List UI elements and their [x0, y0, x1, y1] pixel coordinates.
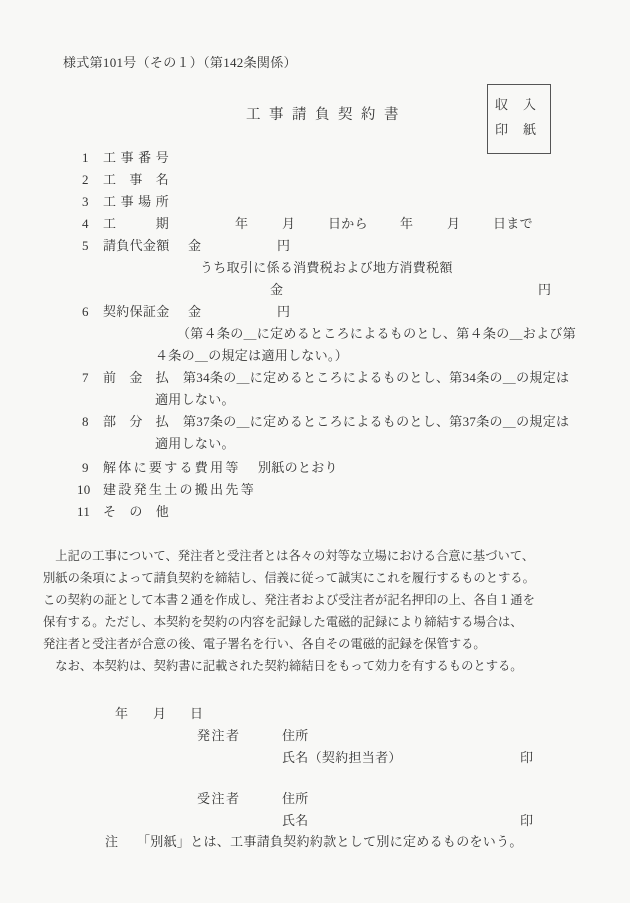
item-6-kin-label: 金	[188, 304, 202, 319]
item-9-label: 解体に要する費用等	[103, 460, 241, 475]
item-5-tax-note: うち取引に係る消費税および地方消費税額	[200, 260, 453, 275]
item-7-text-line1: 第34条の＿に定めるところによるものとし、第34条の＿の規定は	[183, 370, 570, 385]
body-line-1: 上記の工事について、発注者と受注者とは各々の対等な立場における合意に基づいて、	[43, 549, 535, 563]
item-7-label: 前金払	[103, 370, 169, 385]
item-5-tax-yen-label: 円	[538, 282, 552, 297]
item-5-kin-label: 金	[188, 238, 202, 253]
item-4-day-to: 日まで	[493, 216, 533, 231]
item-11-number: 11	[77, 504, 91, 519]
item-5-yen-label: 円	[277, 238, 291, 253]
item-4-label: 工期	[103, 216, 169, 231]
item-6-yen-label: 円	[277, 304, 291, 319]
item-7-number: 7	[82, 370, 89, 385]
orderer-address-label: 住所	[282, 728, 309, 743]
item-8-label: 部分払	[103, 414, 169, 429]
item-7-text-line2: 適用しない。	[155, 392, 235, 407]
item-1-number: 1	[82, 150, 89, 165]
form-number: 様式第101号（その１）（第142条関係）	[63, 55, 297, 70]
item-6-number: 6	[82, 304, 89, 319]
contractor-name-label: 氏名	[282, 813, 309, 828]
footnote-text: 「別紙」とは、工事請負契約約款として別に定めるものをいう。	[137, 834, 523, 849]
item-4-number: 4	[82, 216, 89, 231]
body-line-6: なお、本契約は、契約書に記載された契約締結日をもって効力を有するものとする。	[43, 659, 523, 673]
date-year-label: 年	[115, 706, 129, 721]
item-6-note-line1: （第４条の＿に定めるところによるものとし、第４条の＿および第	[177, 326, 577, 341]
item-4-day-from: 日から	[328, 216, 368, 231]
contractor-seal-mark: 印	[520, 813, 534, 828]
body-line-4: 保有する。ただし、本契約を契約の内容を記録した電磁的記録により締結する場合は、	[43, 615, 523, 629]
item-8-text-line1: 第37条の＿に定めるところによるものとし、第37条の＿の規定は	[183, 414, 570, 429]
item-3-label: 工事場所	[103, 194, 169, 209]
footnote-prefix: 注	[105, 834, 119, 849]
body-line-3: この契約の証として本書２通を作成し、発注者および受注者が記名押印の上、各自１通を	[43, 593, 535, 607]
date-day-label: 日	[190, 706, 204, 721]
item-9-value: 別紙のとおり	[258, 460, 338, 475]
item-5-label: 請負代金額	[103, 238, 170, 253]
item-1-label: 工事番号	[103, 150, 169, 165]
item-10-number: 10	[77, 482, 91, 497]
revenue-stamp-line2: 印紙	[495, 122, 552, 137]
revenue-stamp-line1: 収入	[495, 97, 552, 112]
contractor-role-label: 受注者	[197, 791, 241, 806]
item-3-number: 3	[82, 194, 89, 209]
page-title: 工事請負契約書	[246, 107, 407, 123]
item-4-month-from: 月	[282, 216, 296, 231]
orderer-name-label: 氏名（契約担当者）	[282, 750, 402, 765]
item-5-tax-kin-label: 金	[270, 282, 284, 297]
item-4-month-to: 月	[447, 216, 461, 231]
item-2-label: 工事名	[103, 172, 169, 187]
body-line-2: 別紙の条項によって請負契約を締結し、信義に従って誠実にこれを履行するものとする。	[43, 571, 535, 585]
item-8-text-line2: 適用しない。	[155, 436, 235, 451]
item-4-year-from: 年	[235, 216, 249, 231]
item-5-number: 5	[82, 238, 89, 253]
item-2-number: 2	[82, 172, 89, 187]
item-8-number: 8	[82, 414, 89, 429]
item-6-label: 契約保証金	[103, 304, 170, 319]
date-month-label: 月	[153, 706, 167, 721]
orderer-role-label: 発注者	[197, 728, 241, 743]
item-9-number: 9	[82, 460, 89, 475]
item-6-note-line2: ４条の＿の規定は適用しない。）	[155, 348, 349, 363]
item-11-label: その他	[103, 504, 169, 519]
orderer-seal-mark: 印	[520, 750, 534, 765]
contractor-address-label: 住所	[282, 791, 309, 806]
body-line-5: 発注者と受注者が合意の後、電子署名を行い、各自その電磁的記録を保管する。	[43, 637, 486, 651]
item-4-year-to: 年	[400, 216, 414, 231]
revenue-stamp-box	[487, 84, 551, 154]
item-10-label: 建設発生土の搬出先等	[103, 482, 257, 497]
